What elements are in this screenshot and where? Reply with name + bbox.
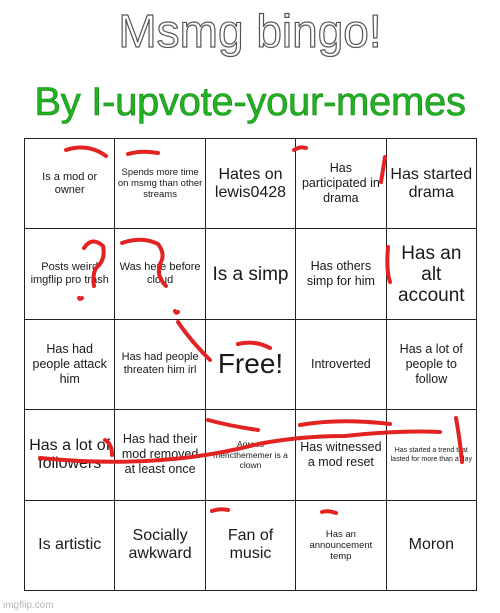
cell-label: Agrees mericthememer is a clown [213, 439, 288, 471]
cell-label: Has others simp for him [306, 259, 375, 289]
bingo-cell-moron[interactable] [387, 501, 477, 591]
cell-label: Socially awkward [128, 527, 192, 563]
cell-label: Has participated in drama [301, 161, 380, 206]
cell-label: Has a lot of people to follow [399, 341, 463, 386]
bingo-cell-free-space[interactable] [206, 320, 296, 410]
bingo-cell-alt-account[interactable] [387, 229, 477, 319]
bingo-cell-started-trend[interactable] [387, 410, 477, 500]
bingo-cell-artistic[interactable] [25, 501, 115, 591]
bingo-cell-participated-drama[interactable] [296, 139, 386, 229]
cell-label: Has started drama [390, 165, 473, 201]
author-subtitle: By I-upvote-your-memes [34, 80, 466, 124]
cell-label: Is a simp [212, 263, 289, 285]
bingo-cell-hates-lewis[interactable] [206, 139, 296, 229]
cell-label: Has had people attack him [32, 341, 107, 386]
bingo-cell-announcement-temp[interactable] [296, 501, 386, 591]
bingo-cell-mod-or-owner[interactable] [25, 139, 115, 229]
bingo-cell-people-attack[interactable] [25, 320, 115, 410]
cell-label: Spends more time on msmg than other streams [117, 167, 203, 201]
bingo-cell-introverted[interactable] [296, 320, 386, 410]
cell-label: Has witnessed a mod reset [300, 439, 382, 469]
cell-label: Has started a trend that lasted for more than a day [390, 446, 472, 463]
bingo-cell-spends-time[interactable] [115, 139, 205, 229]
cell-label: Moron [408, 536, 454, 554]
page-title: Msmg bingo! [118, 5, 382, 57]
bingo-cell-started-drama[interactable] [387, 139, 477, 229]
bingo-board [24, 138, 477, 591]
bingo-cell-clown[interactable] [206, 410, 296, 500]
cell-label: Hates on lewis0428 [214, 165, 287, 201]
bingo-cell-mod-reset[interactable] [296, 410, 386, 500]
cell-label: Is artistic [38, 536, 102, 554]
cell-label: Posts weird imgflip pro trash [30, 261, 109, 287]
cell-label: Free! [217, 348, 284, 380]
cell-label: Is a mod or owner [42, 170, 98, 196]
cell-label: Has a lot of followers [29, 436, 111, 472]
cell-label: Has an alt account [398, 242, 465, 306]
bingo-cell-socially-awkward[interactable] [115, 501, 205, 591]
bingo-cell-others-simp[interactable] [296, 229, 386, 319]
bingo-cell-fan-of-music[interactable] [206, 501, 296, 591]
bingo-cell-lot-of-followers[interactable] [25, 410, 115, 500]
cell-label: Fan of music [227, 527, 274, 563]
cell-label: Has had people threaten him irl [121, 351, 199, 377]
bingo-cell-mod-removed[interactable] [115, 410, 205, 500]
cell-label: Has had their mod removed at least once [121, 432, 199, 477]
bingo-cell-threaten-irl[interactable] [115, 320, 205, 410]
cell-label: Has an announcement temp [309, 528, 373, 562]
imgflip-watermark: imgflip.com [3, 600, 54, 611]
bingo-cell-is-simp[interactable] [206, 229, 296, 319]
cell-label: Introverted [311, 356, 371, 371]
bingo-cell-imgflip-pro[interactable] [25, 229, 115, 319]
bingo-cell-before-cloud[interactable] [115, 229, 205, 319]
bingo-cell-lot-to-follow[interactable] [387, 320, 477, 410]
cell-label: Was here before cloud [119, 261, 201, 287]
